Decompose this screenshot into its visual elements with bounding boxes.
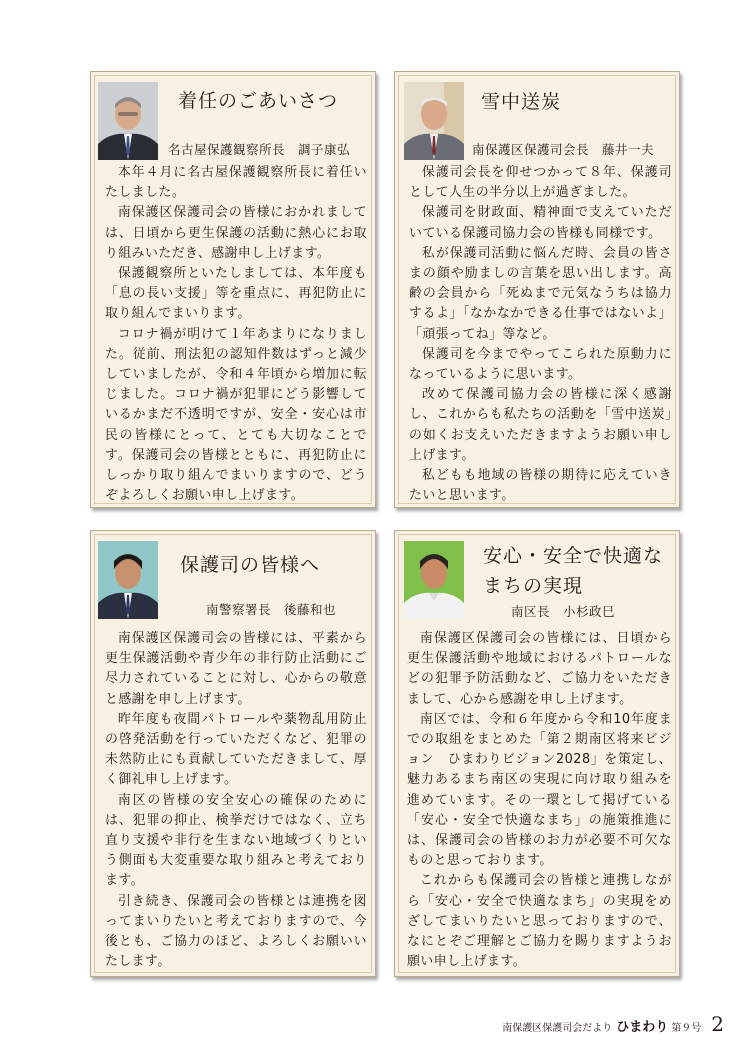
- article-paragraph: これからも保護司会の皆様と連携しながら「安心・安全で快適なまち」の実現をめざしてまいりたいと思っておりますので、なにとぞご理解とご協力を賜りますようお願い申し上げます。: [407, 873, 672, 970]
- article-paragraph: 南保護区保護司会の皆様には、平素から更生保護活動や青少年の非行防止活動にご尽力されていることに対し、心からの敬意と感謝を申し上げます。: [105, 631, 367, 707]
- article-title: [483, 541, 663, 601]
- article-title-line: まちの実現: [483, 575, 584, 597]
- article-paragraph: 南保護区保護司会の皆様におかれましては、日頃から更生保護の活動に熱心にお取り組みいただき、感謝申し上げます。: [105, 205, 367, 261]
- article-paragraph: 南保護区保護司会の皆様には、日頃から更生保護活動や地域におけるパトロールなどの犯罪予防活動など、ご協力をいただきまして、心から感謝を申し上げます。: [407, 631, 672, 707]
- article-paragraph: 保護観察所といたしましては、本年度も「息の長い支援」等を重点に、再犯防止に取り組んでまいります。: [105, 266, 367, 322]
- article-paragraph: 南区の皆様の安全安心の確保のためには、犯罪の抑止、検挙だけではなく、立ち直り支援や非行を生まない地域づくりという側面も大変重要な取り組みと考えております。: [105, 792, 367, 889]
- article-paragraph: 私どもも地域の皆様の期待に応えていきたいと思います。: [409, 468, 672, 504]
- article-title-line: 安心・安全で快適な: [483, 545, 664, 567]
- article-byline: 南警察署長 後藤和也: [206, 602, 337, 617]
- article-paragraph: 保護司を財政面、精神面で支えていただいている保護司協力会の皆様も同様です。: [409, 205, 672, 241]
- page-footer: [502, 1012, 724, 1036]
- article-paragraph: 改めて保護司協力会の皆様に深く感謝し、これからも私たちの活動を「雪中送炭」の如くお支えいただきますようお願い申し上げます。: [409, 387, 672, 463]
- article-paragraph: 保護司会長を仰せつかって８年、保護司として人生の半分以上が過ぎました。: [409, 165, 672, 201]
- article-card-secchu-soutan: [394, 71, 680, 508]
- portrait-photo: [98, 541, 158, 619]
- newsletter-brand: ひまわり: [616, 1020, 669, 1035]
- article-paragraph: 保護司を今までやってこられた原動力になっているように思います。: [409, 346, 672, 383]
- article-card-chakunin: [90, 71, 376, 508]
- article-paragraph: 昨年度も夜間パトロールや薬物乱用防止の啓発活動を行っていただくなど、犯罪の未然防止にも貢献していただきまして、厚く御礼申し上げます。: [105, 711, 367, 788]
- article-byline: 南区長 小杉政巳: [511, 604, 616, 619]
- article-paragraph: 私が保護司活動に悩んだ時、会員の皆さまの顔や励ましの言葉を思い出します。高齢の会員から「死ぬまで元気なうちは協力するよ」「なかなかできる仕事ではないよ」「頑張ってね」等など。: [409, 245, 672, 342]
- article-byline: 南保護区保護司会長 藤井一夫: [472, 142, 655, 157]
- article-title: 着任のごあいさつ: [178, 90, 339, 112]
- article-card-hogoshi: [90, 530, 376, 977]
- article-body: [407, 629, 672, 972]
- article-body: [105, 163, 367, 506]
- article-paragraph: 引き続き、保護司会の皆様とは連携を図ってまいりたいと考えておりますので、今後とも、ご協力のほど、よろしくお願いいたします。: [105, 893, 367, 970]
- portrait-photo: [98, 82, 158, 160]
- article-card-anshin-anzen: [394, 530, 680, 977]
- article-paragraph: 本年４月に名古屋保護観察所長に着任いたしました。: [105, 165, 367, 201]
- article-title: 保護司の皆様へ: [180, 554, 321, 576]
- article-paragraph: コロナ禍が明けて１年あまりになりました。従前、刑法犯の認知件数はずっと減少していましたが、令和４年頃から増加に転じました。コロナ禍が犯罪にどう影響しているかまだ不透明ですが、安全・安心は市民の皆様にとって、とても大切なことです。保護司会の皆様とともに、再犯防止にしっかり取り組んでまいりますので、どうぞよろしくお願い申し上げます。: [105, 326, 367, 504]
- article-paragraph: 南区では、令和６年度から令和10年度までの取組をまとめた「第２期南区将来ビジョン ひまわりビジョン2028」を策定し、魅力あるまち南区の実現に向け取り組みを進めています。その一環として掲げている「安心・安全で快適なまち」の施策推進には、保護司会の皆様のお力が必要不可欠なものと思っております。: [407, 711, 672, 869]
- article-body: [105, 629, 367, 972]
- article-byline: 名古屋保護観察所長 調子康弘: [168, 142, 351, 157]
- article-body: [409, 163, 672, 506]
- page-number: 2: [711, 1012, 724, 1036]
- portrait-photo: [404, 541, 464, 619]
- issue-number: 第９号: [671, 1023, 702, 1034]
- article-title: 雪中送炭: [481, 91, 562, 113]
- publication-name: 南保護区保護司会だより: [502, 1023, 613, 1034]
- portrait-photo: [404, 82, 464, 160]
